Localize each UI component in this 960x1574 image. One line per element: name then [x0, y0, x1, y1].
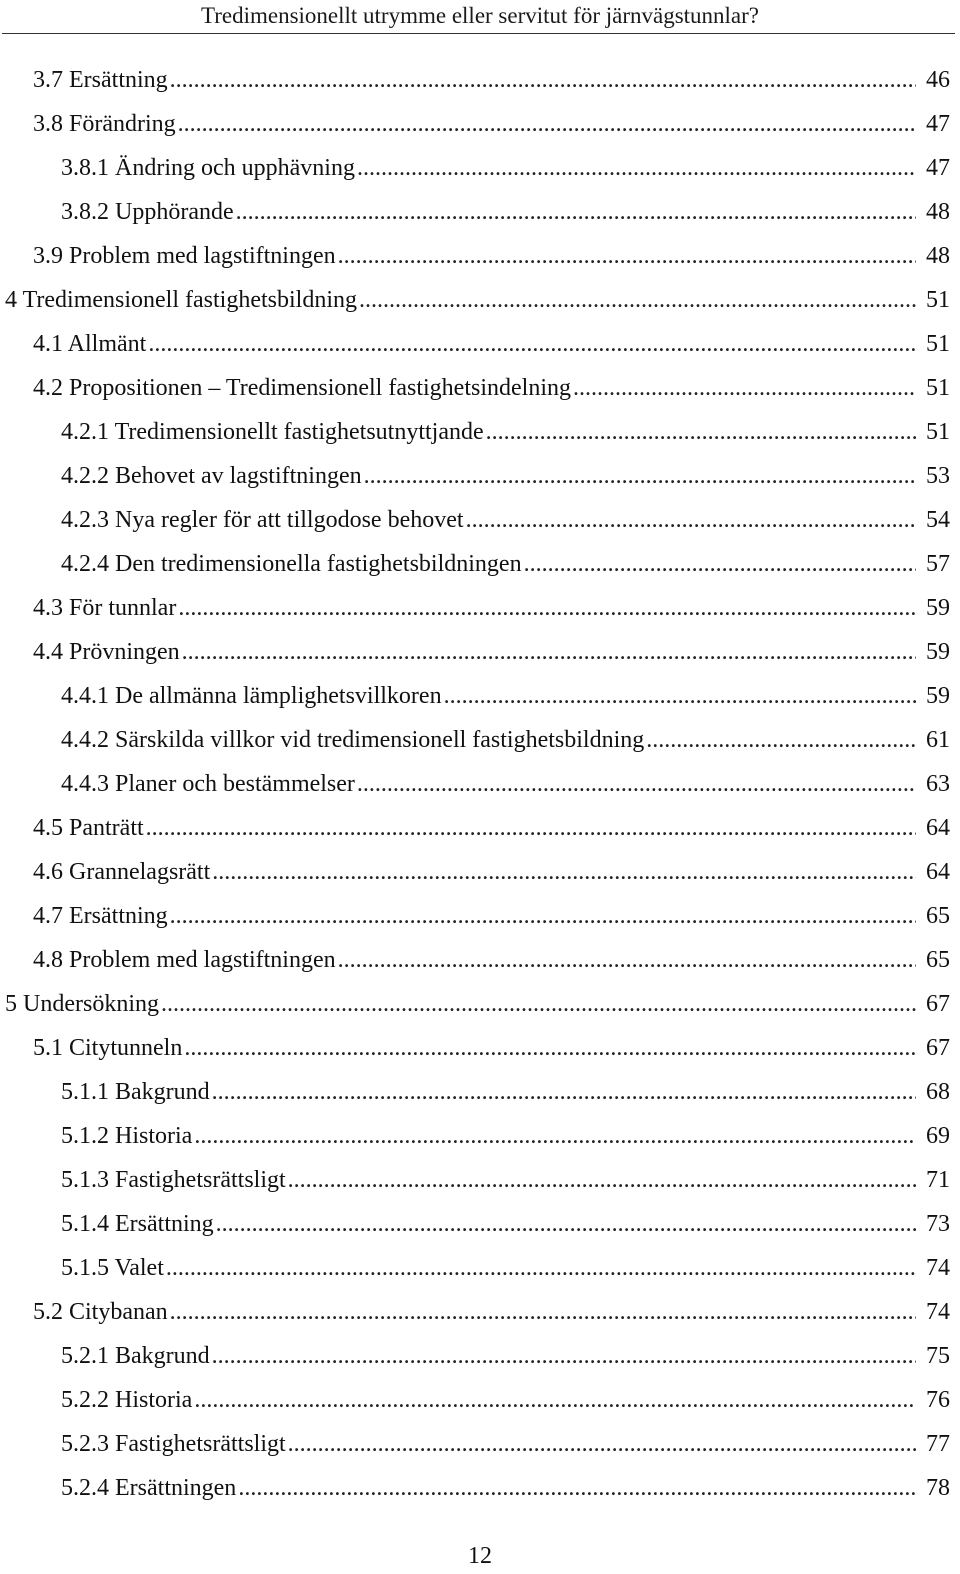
toc-entry[interactable] — [0, 674, 960, 718]
toc-entry-page: 47 — [926, 155, 950, 181]
toc-entry[interactable] — [0, 1290, 960, 1334]
toc-entry[interactable] — [0, 542, 960, 586]
page-number: 12 — [468, 1543, 492, 1569]
toc-dot-leader — [646, 718, 916, 762]
toc-entry-title: 5.2.3 Fastighetsrättsligt — [61, 1431, 286, 1457]
toc-entry[interactable] — [0, 58, 960, 102]
toc-entry-title: 5.1.1 Bakgrund — [61, 1079, 210, 1105]
toc-entry-title: 5.2.1 Bakgrund — [61, 1343, 210, 1369]
toc-dot-leader — [364, 454, 916, 498]
toc-dot-leader — [182, 630, 916, 674]
toc-dot-leader — [178, 586, 916, 630]
toc-entry-page: 51 — [926, 419, 950, 445]
toc-entry[interactable] — [0, 1026, 960, 1070]
toc-entry-title: 4.1 Allmänt — [33, 331, 147, 357]
toc-dot-leader — [359, 278, 916, 322]
toc-entry-page: 53 — [926, 463, 950, 489]
toc-dot-leader — [178, 102, 916, 146]
toc-entry-page: 71 — [926, 1167, 950, 1193]
toc-dot-leader — [170, 1290, 916, 1334]
toc-entry-page: 76 — [926, 1387, 950, 1413]
toc-dot-leader — [212, 1070, 916, 1114]
toc-entry-page: 48 — [926, 243, 950, 269]
toc-entry-title: 4.3 För tunnlar — [33, 595, 177, 621]
toc-entry[interactable] — [0, 894, 960, 938]
toc-dot-leader — [524, 542, 916, 586]
toc-entry[interactable] — [0, 806, 960, 850]
toc-dot-leader — [338, 938, 916, 982]
toc-entry[interactable] — [0, 190, 960, 234]
toc-dot-leader — [161, 982, 916, 1026]
toc-dot-leader — [466, 498, 916, 542]
toc-dot-leader — [170, 894, 916, 938]
toc-dot-leader — [170, 58, 916, 102]
toc-dot-leader — [184, 1026, 916, 1070]
toc-entry-page: 59 — [926, 639, 950, 665]
toc-entry-page: 51 — [926, 375, 950, 401]
toc-entry-page: 59 — [926, 595, 950, 621]
toc-entry-page: 48 — [926, 199, 950, 225]
toc-entry-page: 61 — [926, 727, 950, 753]
toc-dot-leader — [148, 322, 916, 366]
toc-entry[interactable] — [0, 322, 960, 366]
toc-entry-title: 5 Undersökning — [5, 991, 159, 1017]
toc-dot-leader — [357, 146, 916, 190]
toc-entry-page: 78 — [926, 1475, 950, 1501]
toc-dot-leader — [238, 1466, 916, 1510]
toc-dot-leader — [444, 674, 916, 718]
toc-entry-title: 5.1.4 Ersättning — [61, 1211, 214, 1237]
toc-entry-title: 5.1.2 Historia — [61, 1123, 193, 1149]
toc-entry-page: 64 — [926, 815, 950, 841]
toc-entry-page: 67 — [926, 991, 950, 1017]
header-divider — [2, 33, 955, 34]
toc-entry-page: 64 — [926, 859, 950, 885]
toc-entry[interactable] — [0, 586, 960, 630]
toc-entry-page: 67 — [926, 1035, 950, 1061]
toc-entry-title: 5.2.4 Ersättningen — [61, 1475, 237, 1501]
toc-entry[interactable] — [0, 102, 960, 146]
toc-dot-leader — [236, 190, 916, 234]
toc-dot-leader — [212, 1334, 916, 1378]
toc-dot-leader — [288, 1422, 916, 1466]
toc-entry[interactable] — [0, 1114, 960, 1158]
toc-entry-page: 77 — [926, 1431, 950, 1457]
toc-entry-title: 4.4.2 Särskilda villkor vid tredimensionell fastighetsbildning — [61, 727, 645, 753]
toc-entry[interactable] — [0, 454, 960, 498]
toc-entry-page: 65 — [926, 903, 950, 929]
toc-entry-page: 46 — [926, 67, 950, 93]
toc-entry-title: 4.7 Ersättning — [33, 903, 168, 929]
toc-entry-title: 5.1.3 Fastighetsrättsligt — [61, 1167, 286, 1193]
toc-entry-title: 4.2.4 Den tredimensionella fastighetsbildningen — [61, 551, 522, 577]
toc-entry-page: 75 — [926, 1343, 950, 1369]
toc-entry[interactable] — [0, 1070, 960, 1114]
toc-entry[interactable] — [0, 1246, 960, 1290]
toc-entry-page: 74 — [926, 1299, 950, 1325]
toc-entry-title: 4.8 Problem med lagstiftningen — [33, 947, 336, 973]
toc-entry-page: 73 — [926, 1211, 950, 1237]
toc-entry-page: 59 — [926, 683, 950, 709]
toc-dot-leader — [338, 234, 916, 278]
toc-entry-title: 4.6 Grannelagsrätt — [33, 859, 211, 885]
toc-entry-title: 4 Tredimensionell fastighetsbildning — [5, 287, 357, 313]
toc-entry-title: 4.2.3 Nya regler för att tillgodose behovet — [61, 507, 464, 533]
toc-dot-leader — [486, 410, 916, 454]
toc-entry-title: 3.8 Förändring — [33, 111, 176, 137]
toc-entry-title: 3.8.1 Ändring och upphävning — [61, 155, 355, 181]
toc-dot-leader — [166, 1246, 916, 1290]
toc-entry-page: 68 — [926, 1079, 950, 1105]
toc-entry[interactable] — [0, 1202, 960, 1246]
toc-entry-page: 54 — [926, 507, 950, 533]
toc-entry[interactable] — [0, 1158, 960, 1202]
toc-entry[interactable] — [0, 938, 960, 982]
toc-entry-title: 4.4.3 Planer och bestämmelser — [61, 771, 355, 797]
toc-entry[interactable] — [0, 410, 960, 454]
running-header: Tredimensionellt utrymme eller servitut för järnvägstunnlar? — [200, 3, 760, 28]
toc-entry-title: 3.7 Ersättning — [33, 67, 168, 93]
toc-dot-leader — [573, 366, 916, 410]
toc-dot-leader — [194, 1114, 916, 1158]
toc-entry-title: 5.2 Citybanan — [33, 1299, 168, 1325]
toc-entry[interactable] — [0, 1422, 960, 1466]
toc-entry[interactable] — [0, 1378, 960, 1422]
toc-entry-title: 4.4.1 De allmänna lämplighetsvillkoren — [61, 683, 442, 709]
toc-entry[interactable] — [0, 718, 960, 762]
toc-dot-leader — [216, 1202, 916, 1246]
toc-entry-title: 4.2.1 Tredimensionellt fastighetsutnyttjande — [61, 419, 484, 445]
toc-entry-title: 3.9 Problem med lagstiftningen — [33, 243, 336, 269]
toc-dot-leader — [146, 806, 916, 850]
toc-entry-title: 4.2.2 Behovet av lagstiftningen — [61, 463, 362, 489]
toc-entry[interactable] — [0, 630, 960, 674]
toc-entry-page: 63 — [926, 771, 950, 797]
toc-entry-title: 4.5 Panträtt — [33, 815, 144, 841]
toc-entry-page: 51 — [926, 331, 950, 357]
toc-entry[interactable] — [0, 234, 960, 278]
toc-entry-page: 51 — [926, 287, 950, 313]
toc-entry[interactable] — [0, 850, 960, 894]
toc-entry-title: 5.2.2 Historia — [61, 1387, 193, 1413]
toc-entry[interactable] — [0, 762, 960, 806]
toc-entry-page: 69 — [926, 1123, 950, 1149]
toc-entry-title: 5.1.5 Valet — [61, 1255, 164, 1281]
toc-entry[interactable] — [0, 278, 960, 322]
toc-entry-page: 65 — [926, 947, 950, 973]
toc-entry-title: 3.8.2 Upphörande — [61, 199, 234, 225]
toc-entry[interactable] — [0, 366, 960, 410]
toc-entry-title: 5.1 Citytunneln — [33, 1035, 183, 1061]
toc-entry[interactable] — [0, 982, 960, 1026]
toc-entry[interactable] — [0, 1466, 960, 1510]
toc-entry[interactable] — [0, 1334, 960, 1378]
toc-entry[interactable] — [0, 146, 960, 190]
toc-entry-title: 4.2 Propositionen – Tredimensionell fastighetsindelning — [33, 375, 571, 401]
toc-dot-leader — [357, 762, 916, 806]
toc-entry-page: 74 — [926, 1255, 950, 1281]
toc-entry-title: 4.4 Prövningen — [33, 639, 180, 665]
table-of-contents — [0, 58, 960, 1510]
toc-entry-page: 47 — [926, 111, 950, 137]
toc-entry-page: 57 — [926, 551, 950, 577]
toc-dot-leader — [194, 1378, 916, 1422]
toc-entry[interactable] — [0, 498, 960, 542]
toc-dot-leader — [212, 850, 916, 894]
toc-dot-leader — [288, 1158, 916, 1202]
